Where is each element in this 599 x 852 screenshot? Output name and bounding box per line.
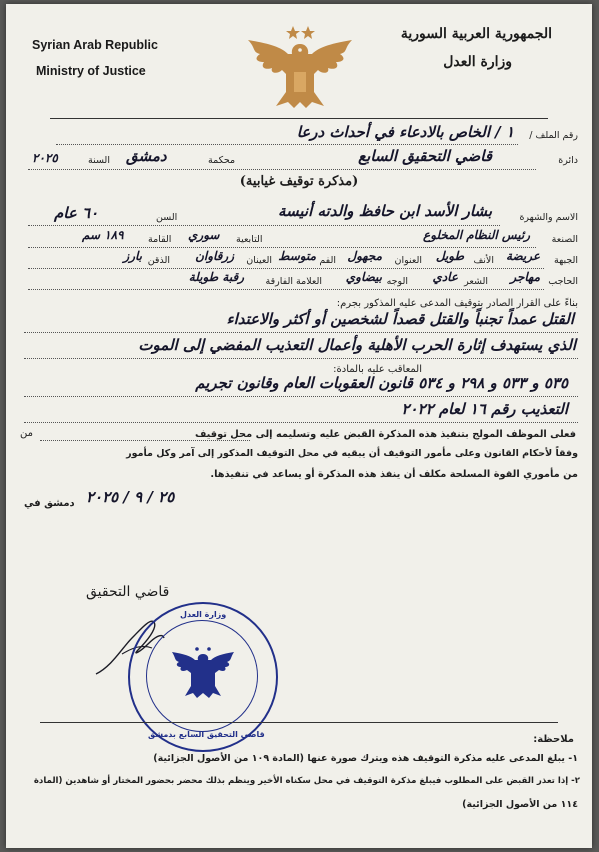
file-number-label: رقم الملف /	[529, 130, 578, 141]
hair-value: عادي	[432, 270, 458, 284]
year-value: ٢٠٢٥	[32, 151, 58, 165]
dept-value: قاضي التحقيق السابع	[358, 147, 492, 165]
name-value: بشار الأسد ابن حافظ والدته أنيسة	[277, 202, 492, 220]
mouth-label: الفم	[319, 255, 336, 266]
order-line-2: وفقاً لأحكام القانون وعلى مأمور التوقيف أن يبقيه في محل التوقيف المذكور إلى آمر وكل مأمور	[126, 448, 578, 459]
address-label: العنوان	[394, 255, 422, 266]
forehead-dots	[28, 268, 544, 269]
signature-title: قاضي التحقيق	[86, 584, 170, 600]
job-label: الصنعة	[551, 234, 578, 245]
header-divider	[50, 118, 548, 119]
court-value: دمشق	[126, 147, 167, 165]
nose-value: طويل	[435, 249, 464, 263]
dept-label: دائرة	[558, 155, 578, 166]
warrant-document	[6, 4, 592, 848]
name-dots	[28, 225, 500, 226]
nationality-value: سوري	[188, 228, 220, 242]
age-value: ٦٠ عام	[54, 204, 99, 222]
note-1: ١- يبلغ المدعى عليه مذكرة التوقيف هذه ويترك صورة عنها (المادة ١٠٩ من الأصول الجزائية)	[153, 753, 578, 764]
note-2-line-1: ٢- إذا تعذر القبض على المطلوب فيبلغ مذكرة التوقيف في محل سكناه الأخير وينظم بذلك محضر بحضور المختار أو شاهدين (المادة	[33, 776, 580, 786]
height-value: ١٨٩ سم	[82, 228, 124, 242]
forehead-value: عريضة	[506, 249, 540, 263]
year-label: السنة	[88, 155, 110, 166]
mark-label: العلامة الفارقة	[265, 276, 322, 287]
notes-divider	[40, 722, 558, 723]
penalty-dots-2	[24, 422, 578, 423]
job-dots	[28, 247, 536, 248]
crime-line-1: القتل عمداً تجنباً والقتل قصداً لشخصين أو أكثر والاعتداء	[226, 310, 574, 328]
brows-dots	[28, 289, 544, 290]
brows-label: الحاجب	[548, 276, 578, 287]
forehead-label: الجبهة	[553, 255, 578, 266]
eyes-label: العينان	[246, 255, 272, 266]
date-label: دمشق في	[24, 498, 75, 509]
nose-label: الأنف	[473, 255, 494, 266]
order-line-3: من مأموري القوة المسلحة مكلف أن ينفذ هذه المذكرة أو يساعد في تنفيذها.	[210, 469, 578, 480]
crime-line-2: الذي يستهدف إثارة الحرب الأهلية وأعمال التعذيب المفضي إلى الموت	[138, 336, 576, 354]
stamp-eagle-icon	[170, 646, 236, 702]
mouth-value: متوسط	[278, 249, 316, 263]
crime-dots-2	[24, 358, 578, 359]
height-label: القامة	[148, 234, 172, 245]
penalty-dots-1	[24, 396, 578, 397]
chin-label: الذقن	[147, 255, 170, 266]
job-value: رئيس النظام المخلوع	[423, 228, 530, 242]
note-2-line-2: ١١٤ من الأصول الجزائية)	[462, 799, 578, 810]
decision-label: بناءً على القرار الصادر بتوقيف المدعى عليه المذكور بجرم:	[336, 298, 578, 309]
brows-value: مهاجر	[510, 270, 540, 284]
header-ar-ministry: وزارة العدل	[443, 54, 512, 70]
court-label: محكمة	[208, 155, 236, 166]
from-dots	[40, 440, 250, 441]
file-number-dots	[56, 144, 518, 145]
chin-value: بارز	[123, 249, 142, 263]
nationality-label: التابعية	[236, 234, 263, 245]
face-label: الوجه	[386, 276, 408, 287]
file-number-value: ١ / الخاص بالادعاء في أحداث درعا	[296, 123, 514, 141]
order-line-1: فعلى الموظف المولج بتنفيذ هذه المذكرة القبض عليه وتسليمه إلى محل توقيف	[194, 429, 576, 440]
stamp-top-text: وزارة العدل	[180, 610, 227, 619]
name-label: الاسم والشهرة	[519, 212, 578, 223]
penalty-line-2: التعذيب رقم ١٦ لعام ٢٠٢٢	[401, 400, 568, 418]
penalty-label: المعاقب عليه بالمادة:	[333, 364, 422, 375]
from-label: من	[20, 428, 33, 439]
address-value: مجهول	[347, 249, 382, 263]
hair-label: الشعر	[464, 276, 488, 287]
age-label: السن	[156, 212, 178, 223]
face-value: بيضاوي	[345, 270, 382, 284]
header-ar-republic: الجمهورية العربية السورية	[400, 26, 552, 42]
warrant-title: (مذكرة توقيف غيابية)	[239, 174, 359, 189]
header-en-ministry: Ministry of Justice	[36, 64, 146, 78]
crime-dots-1	[24, 332, 578, 333]
mark-value: رقبة طويلة	[188, 270, 244, 284]
eagle-emblem-icon	[242, 22, 358, 114]
official-stamp	[128, 602, 278, 752]
notes-heading: ملاحظة:	[533, 734, 574, 745]
stamp-bottom-text: قاضي التحقيق السابع بدمشق	[148, 730, 265, 739]
header-en-republic: Syrian Arab Republic	[32, 38, 158, 52]
eyes-value: زرقاوان	[195, 249, 234, 263]
dept-dots	[28, 169, 536, 170]
date-value: ٢٥ / ٩ / ٢٠٢٥	[86, 488, 175, 506]
penalty-line-1: ٥٣٥ و ٥٣٣ و ٢٩٨ و ٥٣٤ قانون العقوبات العام وقانون تجريم	[195, 374, 568, 392]
